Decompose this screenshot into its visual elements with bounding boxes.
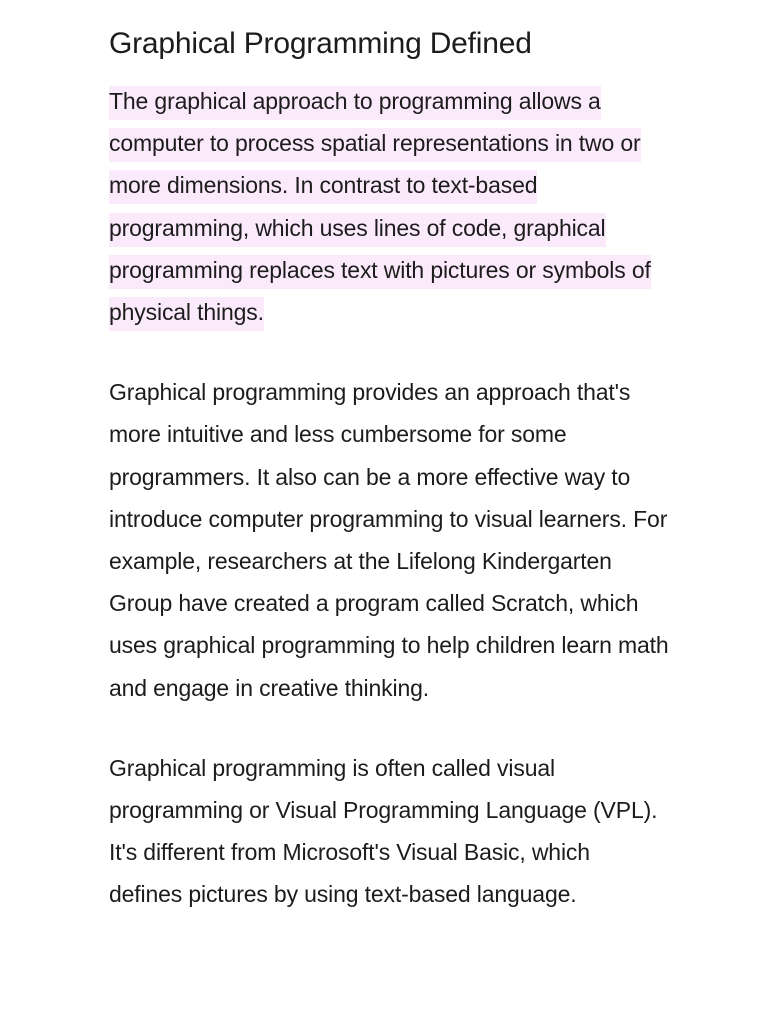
article-heading: Graphical Programming Defined [109,27,532,60]
paragraph-intro [109,80,669,333]
article-content [109,22,669,954]
paragraph-benefits: Graphical programming provides an approach that's more intuitive and less cumbersome for some programmers. It also can be a more effective way to introduce computer programming to visual learners. For example, researchers at the Lifelong Kindergarten Group have created a program called Scratch, which uses graphical programming to help children learn math and engage in creative thinking. [109,379,669,701]
highlighted-text[interactable]: The graphical approach to programming allows a computer to process spatial representations in two or more dimensions. In contrast to text-based programming, which uses lines of code, graphical programming replaces text with pictures or symbols of physical things. [109,86,651,331]
paragraph-vpl: Graphical programming is often called visual programming or Visual Programming Language (VPL). It's different from Microsoft's Visual Basic, which defines pictures by using text-based language. [109,754,658,908]
